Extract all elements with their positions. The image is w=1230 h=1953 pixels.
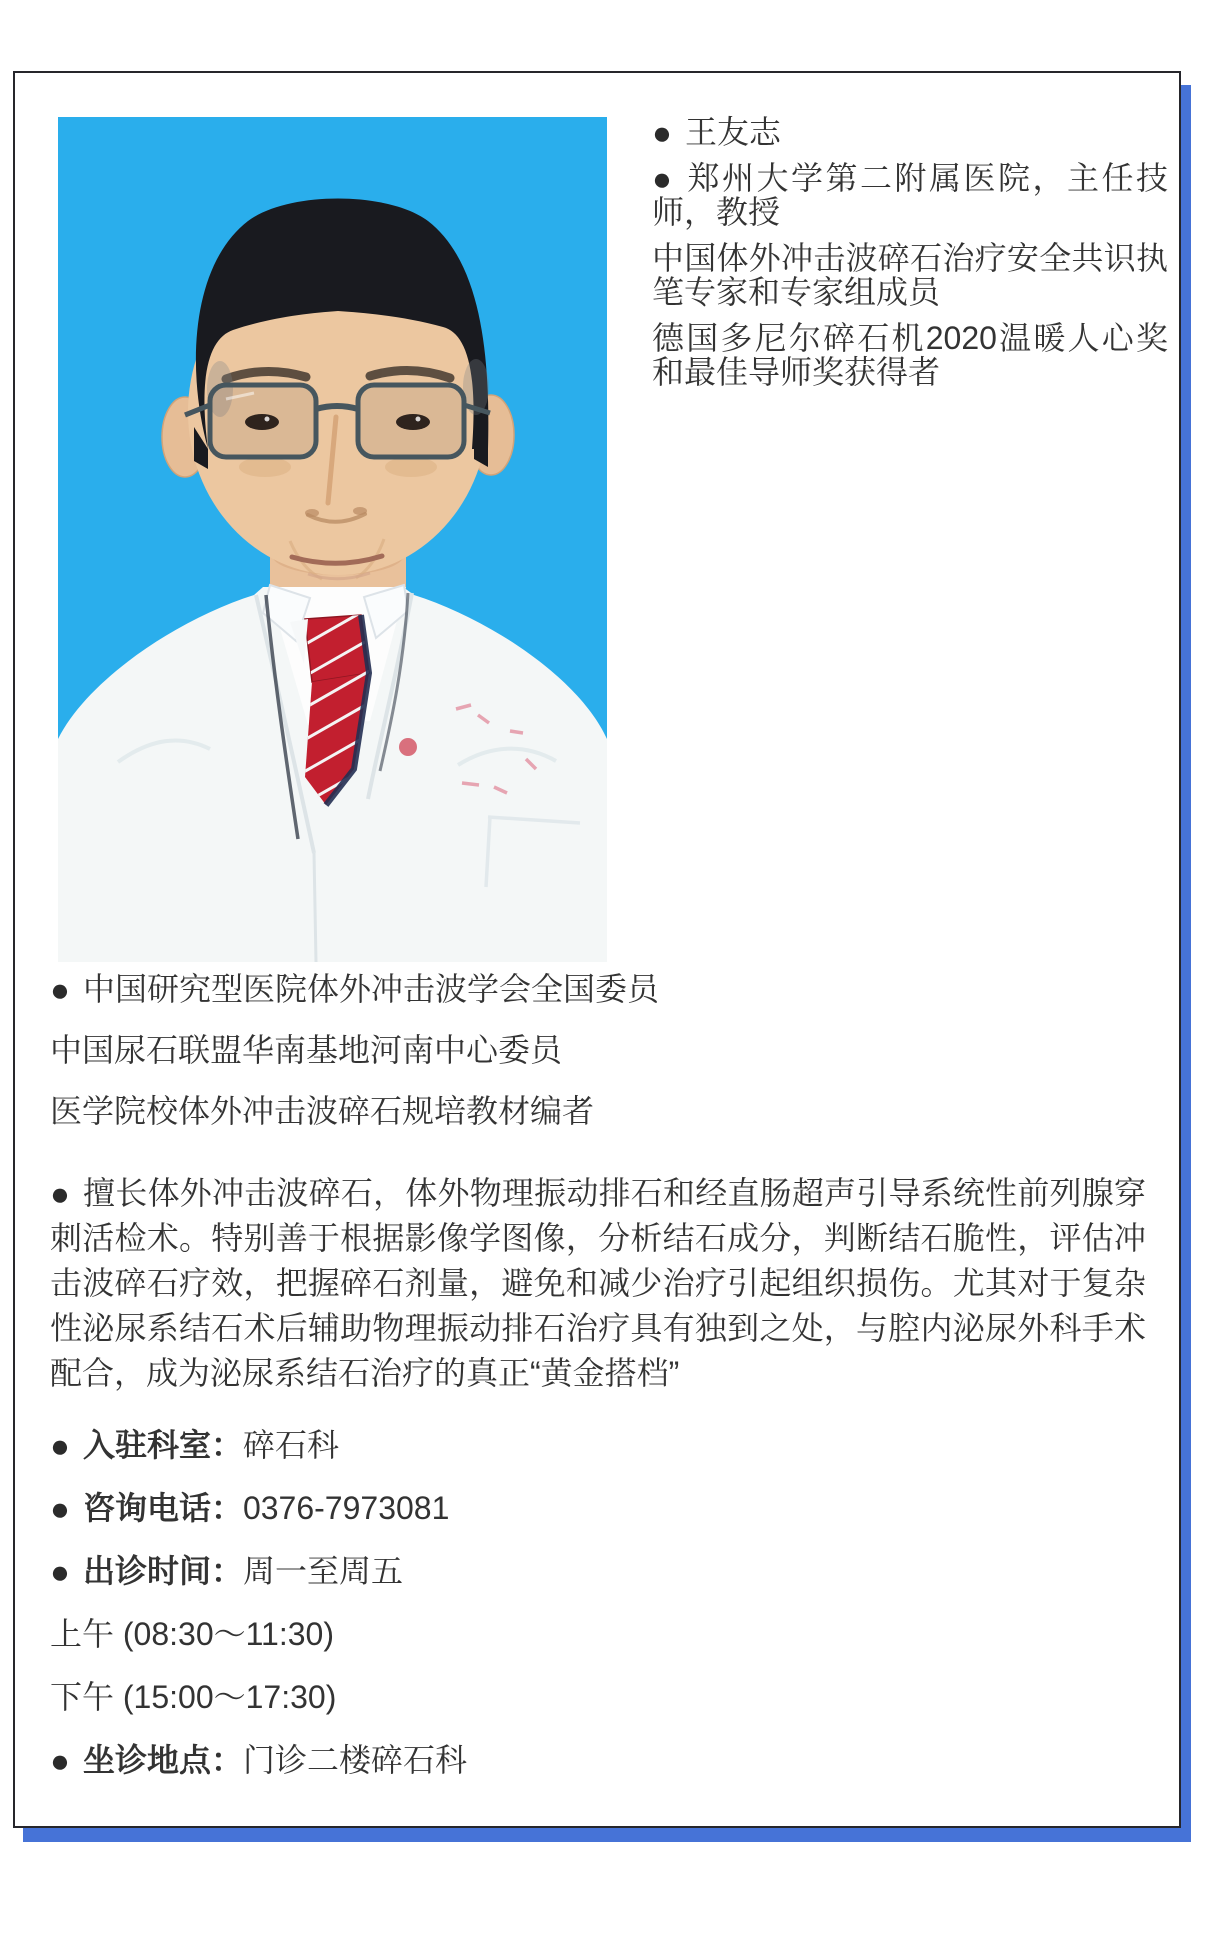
bullet-icon: ● <box>50 1490 70 1527</box>
specialty-paragraph <box>50 1170 1146 1396</box>
info-row-afternoon-hours <box>50 1680 1150 1714</box>
info-value: 周一至周五 <box>242 1553 403 1589</box>
info-label: 出诊时间： <box>82 1553 243 1589</box>
bullet-icon: ● <box>652 114 672 151</box>
info-value: 上午 (08:30～11:30) <box>50 1616 334 1652</box>
bullet-icon: ● <box>50 1427 70 1464</box>
doctor-profile-card <box>13 71 1181 1828</box>
doctor-portrait-photo <box>58 117 607 962</box>
credential-text: 中国体外冲击波碎石治疗安全共识执笔专家和专家组成员 <box>652 240 1168 310</box>
credential-line <box>50 1094 1150 1128</box>
intro-column <box>652 115 1168 401</box>
info-label: 坐诊地点： <box>82 1742 243 1778</box>
info-value: 下午 (15:00～17:30) <box>50 1679 337 1715</box>
bullet-icon: ● <box>652 160 672 197</box>
bullet-icon: ● <box>50 1175 70 1212</box>
credential-line <box>50 972 1150 1006</box>
credential-text: 德国多尼尔碎石机2020温暖人心奖和最佳导师奖获得者 <box>652 320 1168 390</box>
info-row-morning-hours <box>50 1617 1150 1651</box>
credential-line <box>652 321 1168 389</box>
credential-text: 医学院校体外冲击波碎石规培教材编者 <box>50 1093 595 1129</box>
doctor-title <box>652 161 1168 229</box>
info-row-location <box>50 1743 1150 1777</box>
credentials-list <box>50 972 1150 1155</box>
credential-line <box>652 241 1168 309</box>
credential-line <box>50 1033 1150 1067</box>
info-row-department <box>50 1428 1150 1462</box>
credential-text: 中国研究型医院体外冲击波学会全国委员 <box>82 971 659 1007</box>
bullet-icon: ● <box>50 1553 70 1590</box>
info-label: 入驻科室： <box>82 1427 243 1463</box>
info-label: 咨询电话： <box>82 1490 243 1526</box>
info-value: 0376-7973081 <box>242 1490 450 1526</box>
info-value: 门诊二楼碎石科 <box>242 1742 467 1778</box>
info-row-schedule <box>50 1554 1150 1588</box>
doctor-title-text: 郑州大学第二附属医院，主任技师，教授 <box>652 160 1168 230</box>
specialty-text: 擅长体外冲击波碎石，体外物理振动排石和经直肠超声引导系统性前列腺穿刺活检术。特别善于根据影像学图像，分析结石成分，判断结石脆性，评估冲击波碎石疗效，把握碎石剂量，避免和减少治疗引起组织损伤。尤其对于复杂性泌尿系结石术后辅助物理振动排石治疗具有独到之处，与腔内泌尿外科手术配合，成为泌尿系结石治疗的真正“黄金搭档” <box>50 1175 1146 1391</box>
doctor-name <box>652 115 1168 149</box>
bullet-icon: ● <box>50 1742 70 1779</box>
visit-info <box>50 1428 1150 1806</box>
info-row-phone <box>50 1491 1150 1525</box>
bullet-icon: ● <box>50 971 70 1008</box>
doctor-name-text: 王友志 <box>684 114 781 150</box>
credential-text: 中国尿石联盟华南基地河南中心委员 <box>50 1032 563 1068</box>
info-value: 碎石科 <box>242 1427 339 1463</box>
